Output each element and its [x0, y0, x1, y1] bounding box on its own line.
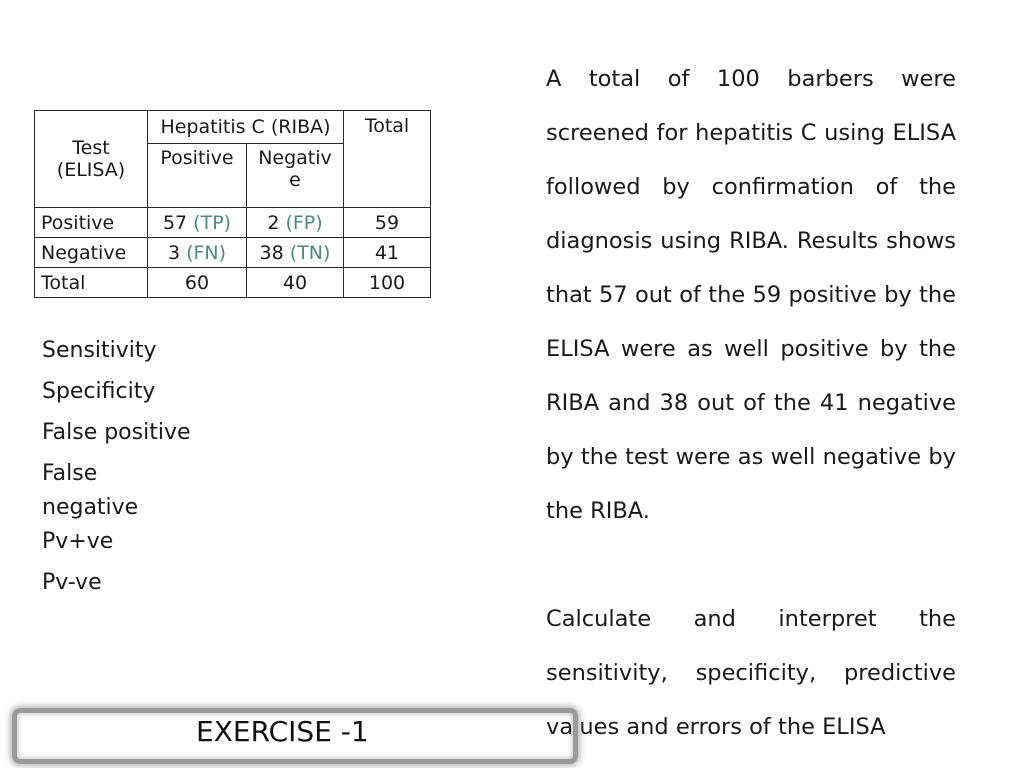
- cell-tn: 38 (TN): [247, 238, 344, 268]
- metric-pv-positive: Pv+ve: [42, 529, 114, 554]
- hepatitis-riba-header: Hepatitis C (RIBA): [148, 111, 344, 144]
- cell-total: 41: [344, 238, 431, 268]
- intro-paragraph: A total of 100 barbers were screened for hepatitis C using ELISA followed by confirmation of the diagnosis using RIBA. Results shows that 57 out of the 59 positive by the ELISA were as well positive by the RIBA and 38 out of the 41 negative by the test were as well negative by the RIBA.: [546, 66, 956, 524]
- tag-fn: (FN): [186, 241, 227, 264]
- row-label: Total: [35, 268, 148, 298]
- problem-description: [546, 52, 956, 754]
- metric-false-positive: False positive: [42, 420, 191, 445]
- tag-tn: (TN): [289, 241, 331, 264]
- table-row: [35, 238, 431, 268]
- riba-positive-header: Positive: [148, 144, 247, 208]
- tag-fp: (FP): [285, 211, 323, 234]
- tag-tp: (TP): [193, 211, 232, 234]
- cell-fp: 2 (FP): [247, 208, 344, 238]
- task-paragraph: Calculate and interpret the sensitivity, specificity, predictive values and errors of the ELISA: [546, 606, 956, 740]
- exercise-title: EXERCISE -1: [196, 715, 369, 748]
- metric-pv-negative: Pv-ve: [42, 570, 102, 595]
- total-header: Total: [344, 111, 431, 208]
- table-row: [35, 268, 431, 298]
- cell-fn: 3 (FN): [148, 238, 247, 268]
- metric-specificity: Specificity: [42, 379, 156, 404]
- cell-grand-total: 100: [344, 268, 431, 298]
- cell-total-negative: 40: [247, 268, 344, 298]
- metrics-list: [42, 334, 191, 607]
- riba-negative-header: Negativ e: [247, 144, 344, 208]
- test-elisa-header: Test (ELISA): [35, 111, 148, 208]
- row-label: Positive: [35, 208, 148, 238]
- metric-sensitivity: Sensitivity: [42, 338, 157, 363]
- metric-false-negative: False negative: [42, 461, 139, 520]
- cell-total: 59: [344, 208, 431, 238]
- cell-tp: 57 (TP): [148, 208, 247, 238]
- cell-total-positive: 60: [148, 268, 247, 298]
- contingency-table: [34, 110, 431, 298]
- table-row: [35, 208, 431, 238]
- row-label: Negative: [35, 238, 148, 268]
